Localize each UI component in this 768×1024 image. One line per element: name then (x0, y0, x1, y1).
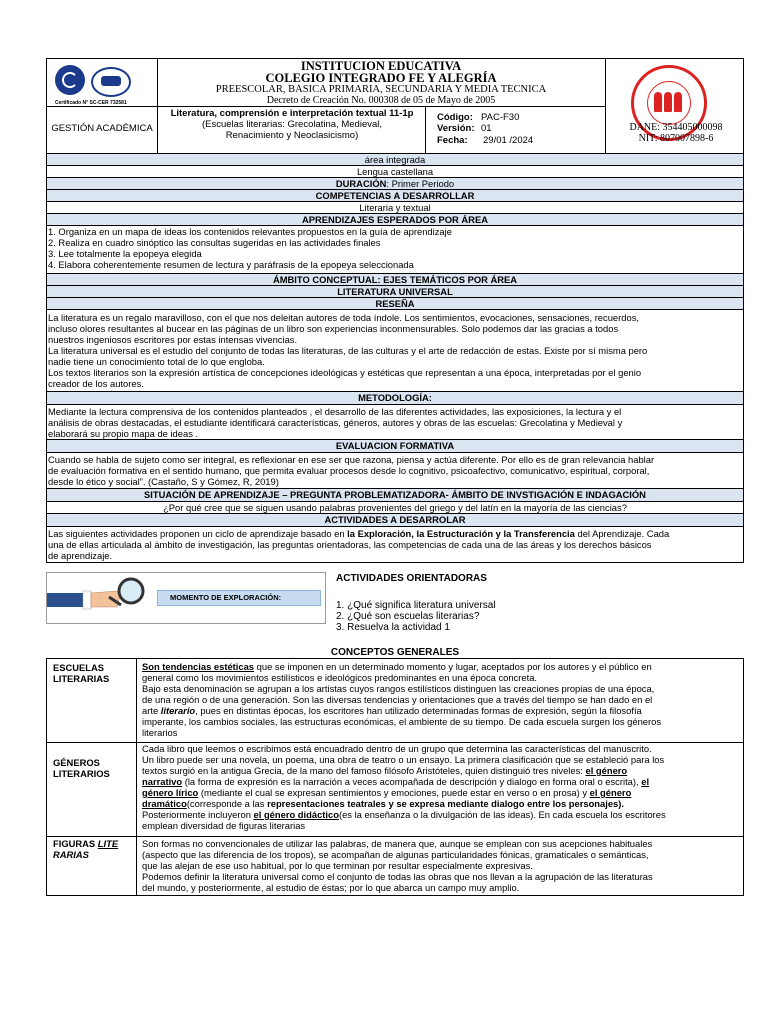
text-line: Los textos literarios son la expresión artística de concepciones ideológicas y estéticas que representan a una época, interpretadas por el genio (48, 367, 642, 378)
text-span-bold: representaciones teatrales y se expresa mediante dialogo entre los personajes). (267, 798, 625, 809)
text-line: de una región o de una generación. Son las diversas tendencias y orientaciones que a través del tiempo se han dado en el (142, 694, 653, 705)
college-name: COLEGIO INTEGRADO FE Y ALEGRÍA (265, 71, 497, 85)
text-line: La literatura universal es el estudio del conjunto de todas las literaturas, de las culturas y el arte de redacción de estas. Existe por sí misma pero (48, 345, 648, 356)
literatura-title: LITERATURA UNIVERSAL (46, 286, 744, 298)
text-span-bold: dramático (142, 798, 187, 809)
escuelas-description (142, 661, 740, 738)
cert-caption: Certificado N° SC-CER 732581 (55, 100, 127, 106)
situacion-question: ¿Por qué cree que se siguen usando palabras provenientes del griego y del latín en la mayoría de las ciencias? (46, 502, 744, 514)
text-span-bold: el género (589, 787, 632, 798)
figuras-description (142, 838, 740, 893)
resena-title: RESEÑA (46, 298, 744, 310)
text-line: general como los movimientos estilísticos e ideológicos predominantes en una época concreta. (142, 672, 538, 683)
text-line (142, 661, 740, 672)
competencias-title: COMPETENCIAS A DESARROLLAR (46, 190, 744, 202)
text-span: Las siguientes actividades proponen un ciclo de aprendizaje basado en (48, 528, 348, 539)
text-span-bold: el género (585, 765, 628, 776)
text-line: Mediante la lectura comprensiva de los contenidos planteados , el desarrollo de las diferentes actividades, las exposiciones, la lectura y el (48, 406, 622, 417)
text-line: Son formas no convencionales de utilizar las palabras, de manera que, aunque se emplean con sus acepciones habituales (142, 838, 653, 849)
exploration-banner-label: MOMENTO DE EXPLORACIÓN: (170, 593, 282, 602)
text-span: (es la enseñanza o la divulgación de las ideas). En cada escuela los escritores (338, 809, 666, 820)
text-line: emplean diversidad de figuras literarias (142, 820, 306, 831)
code-label: Código: (437, 112, 473, 123)
text-line: literarios (142, 727, 178, 738)
dane: DANE: 354405000098 (629, 122, 723, 133)
text-span-bold: la Exploración, la Estructuración y la Transferencia (347, 528, 575, 539)
text-line: Cuando se habla de sujeto como ser integral, es reflexionar en ese ser que razona, piensa y actúa diferente. Por ello es de gran relevancia hablar (48, 454, 655, 465)
concepts-table (46, 658, 744, 896)
text-line: Podemos definir la literatura universal como el conjunto de todas las obras que nos llevan a la agrupación de las literaturas (142, 871, 653, 882)
text-line (142, 787, 740, 798)
duration-label: DURACIÓN (335, 178, 387, 189)
activities-title: ACTIVIDADES ORIENTADORAS (336, 573, 487, 584)
text-line: nuestros ingeniosos escritores por estas intensas vivencias. (48, 334, 298, 345)
text-span: (la forma de expresión es la narración a veces acompañada de descripción y dialogo en forma oral o escrita), (182, 776, 642, 787)
text-line: del mundo, y posteriormente, al estudio de éstas; por lo que abarca un campo muy amplio. (142, 882, 520, 893)
list-item: 3. Lee totalmente la epopeya elegida (48, 248, 202, 259)
institution-name: INSTITUCION EDUCATIVA (300, 59, 462, 73)
text-line: Un libro puede ser una novela, un poema, una obra de teatro o un ensayo. La primera clasificación que se estableció para los (142, 754, 665, 765)
code-value: PAC-F30 (481, 112, 520, 123)
text-line: Bajo esta denominación se agrupan a los artistas cuyos rangos estilísticos distinguen las creaciones propias de una época, (142, 683, 655, 694)
activity-item: 1. ¿Qué significa literatura universal (336, 600, 496, 611)
term-generos: LITERARIOS (53, 768, 110, 779)
actividades-title: ACTIVIDADES A DESARROLAR (46, 514, 744, 527)
text-span-bold: Son tendencias estéticas (142, 661, 255, 672)
situacion-title: SITUACIÓN DE APRENDIZAJE – PREGUNTA PROBLEMATIZADORA- ÁMBITO DE INVSTIGACIÓN E INDAGACIÓN (46, 489, 744, 502)
text-line: creador de los autores. (48, 378, 144, 389)
text-line: desde lo ético y social”. (Castaño, S y Gómez, R, 2019) (48, 476, 279, 487)
text-line (142, 809, 740, 820)
text-line: imperante, los cambios sociales, las estructuras económicas, el ambiente de su tiempo. De cada escuela surgen los géneros (142, 716, 662, 727)
exploration-banner (157, 590, 321, 606)
divider (425, 106, 426, 153)
text-line: de aprendizaje. (48, 550, 113, 561)
text-line: Cada libro que leemos o escribimos está encuadrado dentro de un grupo que determina las características del manuscrito. (142, 743, 652, 754)
text-line: La literatura es un regalo maravilloso, con el que nos deleitan autores de toda índole. Los sentimientos, evocaciones, sensaciones, recuerdos, (48, 312, 639, 323)
text-span: del Aprendizaje. Cada (574, 528, 670, 539)
text-span-bold: literario (160, 705, 196, 716)
date-label: Fecha: (437, 135, 468, 146)
text-line: análisis de obras destacadas, el estudiante identificará características, géneros, autores y obras de las escuelas: Grecolatina y Medieval y (48, 417, 623, 428)
nit: NIT: 807007898-6 (638, 133, 714, 144)
text-line (142, 765, 740, 776)
text-span: que se imponen en un determinado momento y lugar, aceptados por los autores y el público en (254, 661, 652, 672)
list-item: 4. Elabora coherentemente resumen de lectura y paráfrasis de la epopeya seleccionada (48, 259, 414, 270)
guide-subtitle: Renacimiento y Neoclasicismo) (225, 130, 359, 141)
text-span: arte (142, 705, 161, 716)
text-line (142, 798, 740, 809)
version-label: Versión: (437, 123, 475, 134)
text-line (142, 776, 740, 787)
text-line: (aspecto que las diferencia de los tropos), se acompañan de algunas particularidades fónicas, gramaticales o semánticas, (142, 849, 649, 860)
activity-item: 3. Resuelva la actividad 1 (336, 622, 450, 633)
version-value: 01 (481, 123, 492, 134)
text-span-bold: LITE (97, 838, 119, 849)
divider (47, 106, 157, 107)
aprendizajes-title: APRENDIZAJES ESPERADOS POR ÁREA (46, 214, 744, 226)
text-span-bold: FIGURAS (53, 838, 98, 849)
decree: Decreto de Creación No. 000308 de 05 de Mayo de 2005 (266, 95, 496, 106)
concepts-title: CONCEPTOS GENERALES (330, 647, 460, 658)
term-figuras (53, 838, 118, 849)
text-line: elaborará su propio mapa de ideas . (48, 428, 199, 439)
text-span-bold: género lírico (142, 787, 199, 798)
evaluacion-text (46, 453, 744, 489)
text-line: que las alejan de ese uso habitual, por lo que terminan por resultar especialmente expresivas. (142, 860, 533, 871)
area-label: GESTIÓN ACADÉMICA (51, 123, 153, 134)
text-span: (corresponde a las (186, 798, 268, 809)
term-escuelas: LITERARIAS (53, 673, 110, 684)
text-span-bold: narrativo (142, 776, 183, 787)
term-generos: GÉNEROS (53, 757, 100, 768)
activity-item: 2. ¿Qué son escuelas literarias? (336, 611, 480, 622)
icontec-logo-icon (91, 67, 131, 97)
term-figuras: RARIAS (53, 849, 89, 860)
text-span: (mediante el cual se expresan sentimientos y emociones, puede estar en verso o en prosa) y (198, 787, 590, 798)
text-line: de evaluación formativa en el sentido humano, que permita evaluar procesos desde lo cognitivo, psicoafectivo, comunicativo, espiritual, corporal, (48, 465, 650, 476)
term-escuelas: ESCUELAS (53, 662, 105, 673)
evaluacion-title: EVALUACION FORMATIVA (46, 440, 744, 453)
text-line: una de ellas articulada al ámbito de investigación, las preguntas orientadoras, las competencias de cada una de las áreas y los derechos básicos (48, 539, 652, 550)
text-span: Posteriormente incluyeron (142, 809, 254, 820)
guide-subtitle: (Escuelas literarias: Grecolatina, Medieval, (201, 119, 383, 130)
text-line (48, 528, 740, 539)
levels: PREESCOLAR, BÁSICA PRIMARIA, SECUNDARIA Y MEDIA TÉCNICA (215, 84, 547, 95)
list-item: 1. Organiza en un mapa de ideas los contenidos relevantes propuestos en la guía de aprendizaje (48, 226, 452, 237)
actividades-text (46, 527, 744, 563)
duration-row (46, 178, 744, 190)
divider (157, 106, 605, 107)
text-span: textos surgió en la antigua Grecia, de la mano del famoso filósofo Aristóteles, quien distinguió tres niveles: (142, 765, 586, 776)
area-title-row: área integrada (46, 154, 744, 166)
exploration-illustration (46, 572, 326, 624)
ambito-title: ÁMBITO CONCEPTUAL: EJES TEMÁTICOS POR ÁREA (46, 274, 744, 286)
text-line: incluso olores resultantes al bucear en las páginas de un libro son experiencias inconmensurables. Solo podemos dar las gracias a todos (48, 323, 619, 334)
metodologia-title: METODOLOGÍA: (46, 392, 744, 405)
list-item: 2. Realiza en cuadro sinóptico las consultas sugeridas en las actividades finales (48, 237, 381, 248)
text-span-bold: el (641, 776, 650, 787)
aprendizajes-list (46, 226, 744, 274)
subject-row: Lengua castellana (46, 166, 744, 178)
text-span-bold: el género didáctico (253, 809, 339, 820)
text-span: , pues en distintas épocas, los escritores han utilizado determinadas formas de expresión, según la filosofía (195, 705, 642, 716)
competencias-value: Literaria y textual (46, 202, 744, 214)
date-value: 29/01 /2024 (483, 135, 534, 146)
metodologia-text (46, 405, 744, 440)
iso-logo-icon (55, 65, 85, 95)
guide-title: Literatura, comprensión e interpretación textual 11-1p (170, 108, 414, 119)
document-header (46, 58, 744, 154)
generos-description (142, 743, 740, 831)
resena-text (46, 310, 744, 392)
text-line: nadie tiene un conocimiento total de lo que engloba. (48, 356, 265, 367)
text-line (142, 705, 740, 716)
duration-value: : Primer Periodo (386, 178, 455, 189)
